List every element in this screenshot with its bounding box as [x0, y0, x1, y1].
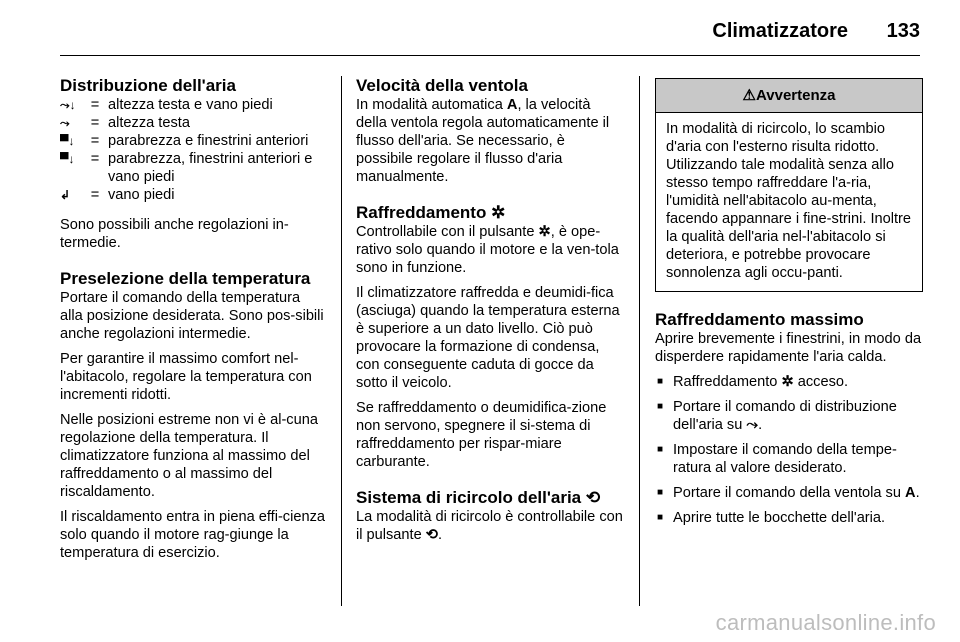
list-item: ⤳ = altezza testa — [60, 115, 190, 131]
list-item: ↲ = vano piedi — [60, 187, 175, 203]
paragraph: Il climatizzatore raffredda e deumidi-fica (asciuga) quando la temperatura esterna è superiore a un dato livello. Ciò può provocare la formazione di condensa, con conseguente caduta di gocce da sotto il veicolo. — [356, 285, 620, 391]
snowflake-icon: ✲ — [781, 374, 794, 390]
steps-list — [655, 373, 923, 527]
heading-velocita: Velocità della ventola — [356, 76, 528, 95]
list-item: ■ Portare il comando della ventola su A. — [655, 484, 923, 502]
page-number: 133 — [886, 20, 920, 42]
paragraph: Controllabile con il pulsante ✲, è ope-rativo solo quando il motore e la ven-tola sono in funzione. — [356, 224, 619, 276]
column-divider — [639, 76, 640, 606]
paragraph: Per garantire il massimo comfort nel-l'abitacolo, regolare la temperatura con incrementi ridotti. — [60, 351, 312, 403]
list-item: ■ Impostare il comando della tempe-ratura al valore desiderato. — [655, 441, 923, 477]
list-item: ■ Aprire tutte le bocchette dell'aria. — [655, 509, 923, 527]
distribution-list — [60, 96, 326, 204]
page-title: Climatizzatore — [712, 20, 848, 42]
column-3 — [655, 76, 923, 534]
paragraph: La modalità di ricircolo è controllabile con il pulsante ⟲. — [356, 509, 623, 543]
warning-text: In modalità di ricircolo, lo scambio d'aria con l'esterno risulta ridotto. Utilizzando tale modalità senza allo stesso tempo raffreddare l'a-ria, l'umidità nell'abitacolo au-menta, facendo appannare i fine-strini. Inoltre la qualità dell'aria nel-l'abitacolo si deteriora, e potrebbe provocare sonnolenza agli occu-panti. — [666, 121, 912, 281]
heading-ricircolo: Sistema di ricircolo dell'aria ⟲ — [356, 488, 601, 507]
paragraph: Aprire brevemente i finestrini, in modo da disperdere rapidamente l'aria calda. — [655, 331, 922, 365]
list-item: ⤳↓ = altezza testa e vano piedi — [60, 97, 273, 113]
heading-distribuzione: Distribuzione dell'aria — [60, 76, 236, 95]
list-item: ■ Raffreddamento ✲ acceso. — [655, 373, 923, 391]
recirculation-icon: ⟲ — [425, 527, 439, 543]
warning-box — [655, 78, 923, 292]
warning-icon: ⚠ — [742, 87, 756, 104]
paragraph: Portare il comando della temperatura alla posizione desiderata. Sono pos-sibili anche regolazioni intermedie. — [60, 290, 324, 342]
snowflake-icon: ✲ — [538, 224, 551, 240]
page-header — [60, 14, 920, 56]
heading-raffreddamento: Raffreddamento ✲ — [356, 203, 506, 222]
paragraph: In modalità automatica A, la velocità della ventola regola automaticamente il flusso dell'aria. Se necessario, è possibile regolare il flusso d'aria manualmente. — [356, 97, 610, 185]
paragraph: Se raffreddamento o deumidifica-zione non servono, spegnere il si-stema di raffreddamento per rispar-miare carburante. — [356, 400, 607, 470]
paragraph: Sono possibili anche regolazioni in-termedie. — [60, 217, 289, 251]
head-icon: ⤳ — [746, 417, 759, 433]
list-item: ■ Portare il comando di distribuzione dell'aria su ⤳. — [655, 398, 923, 434]
windscreen-icon: ▀↓ — [60, 134, 75, 148]
watermark: carmanualsonline.info — [715, 610, 936, 635]
warning-title: Avvertenza — [755, 87, 836, 104]
head-icon: ⤳ — [60, 116, 70, 130]
paragraph: Il riscaldamento entra in piena effi-cienza solo quando il motore rag-giunge la temperatura di esercizio. — [60, 509, 325, 561]
feet-icon: ↲ — [60, 188, 71, 202]
column-2 — [356, 76, 624, 551]
head-feet-icon: ⤳↓ — [60, 98, 76, 112]
heading-massimo: Raffreddamento massimo — [655, 310, 864, 329]
snowflake-icon: ✲ — [491, 203, 506, 222]
paragraph: Nelle posizioni estreme non vi è al-cuna regolazione della temperatura. Il climatizzatore funziona al massimo del raffreddamento o al massimo del riscaldamento. — [60, 412, 318, 500]
windscreen-feet-icon: ▀↓ — [60, 152, 75, 166]
heading-preselezione: Preselezione della temperatura — [60, 269, 311, 288]
recirculation-icon: ⟲ — [585, 488, 601, 507]
warning-header — [656, 79, 922, 113]
column-1 — [60, 76, 326, 569]
list-item: ▀↓ = parabrezza, finestrini anteriori e vano piedi — [60, 151, 313, 185]
list-item: ▀↓ = parabrezza e finestrini anteriori — [60, 133, 309, 149]
column-divider — [341, 76, 342, 606]
